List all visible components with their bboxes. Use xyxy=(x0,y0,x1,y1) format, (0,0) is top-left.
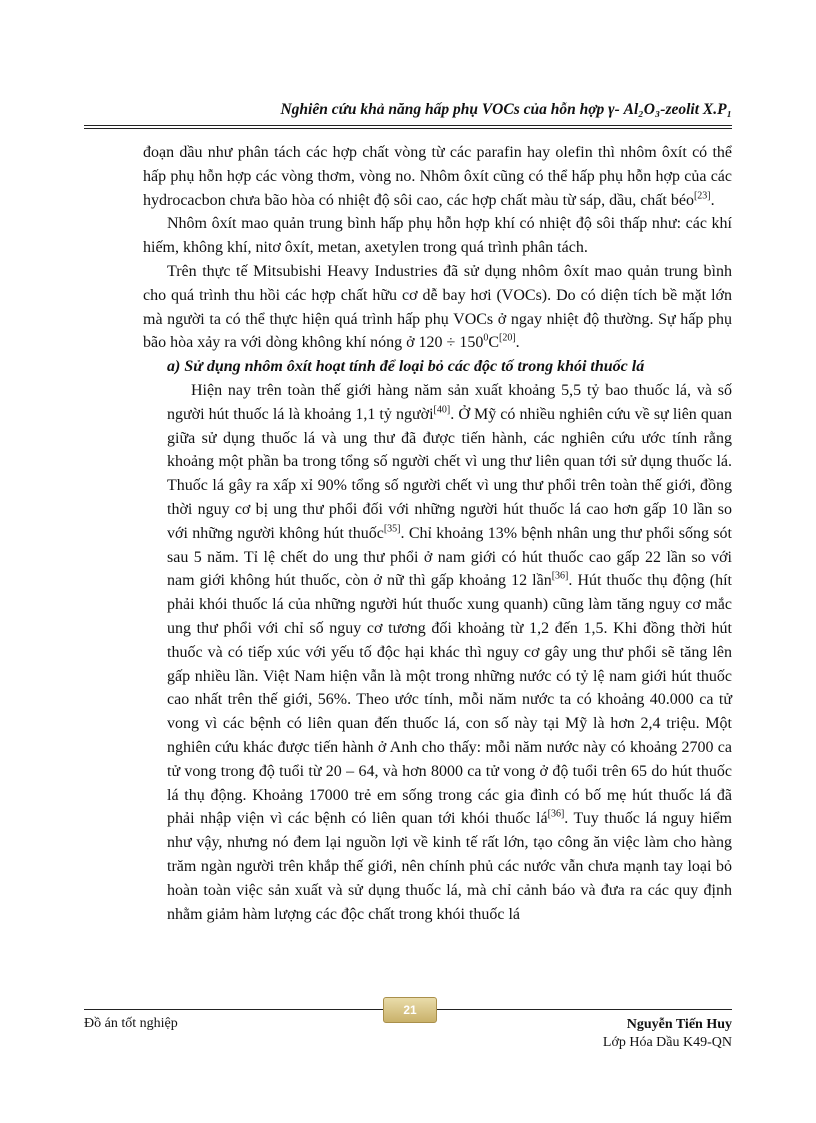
paragraph-2: Nhôm ôxít mao quản trung bình hấp phụ hỗn hợp khí có nhiệt độ sôi thấp như: các khí hiếm, không khí, nitơ ôxít, metan, axetylen trong quá trình phân tách. xyxy=(143,215,732,257)
citation: [36] xyxy=(547,808,565,820)
citation: [36] xyxy=(551,571,569,583)
section-heading: a) Sử dụng nhôm ôxít hoạt tính để loại bỏ các độc tố trong khói thuốc lá xyxy=(167,358,645,376)
citation: [23] xyxy=(693,190,711,202)
paragraph-4: Hiện nay trên toàn thế giới hàng năm sản xuất khoảng 5,5 tỷ bao thuốc lá, và số người hút thuốc lá là khoảng 1,1 tỷ người[40]. Ở Mỹ có nhiều nghiên cứu về sự liên quan giữa sử dụng thuốc lá và ung thư đã được tiến hành, các nghiên cứu ước tính rằng khoảng một phần ba trong tổng số người chết vì ung thư liên quan tới sử dụng thuốc lá. Thuốc lá gây ra xấp xỉ 90% tổng số người chết vì ung thư phổi trên toàn thế giới, đồng thời nguy cơ bị ung thư phổi đối với những người hút thuốc lá cao hơn gấp 10 lần so với những người không hút thuốc[35]. Chỉ khoảng 13% bệnh nhân ung thư phổi sống sót sau 5 năm. Tỉ lệ chết do ung thư phổi ở nam giới có hút thuốc cao gấp 22 lần so với nam giới không hút thuốc, còn ở nữ thì gấp khoảng 12 lần[36]. Hút thuốc thụ động (hít phải khói thuốc lá của những người hút thuốc xung quanh) cũng làm tăng nguy cơ mắc ung thư phổi với chỉ số nguy cơ tương đối khoảng từ 1,2 đến 1,5. Khi đồng thời hút thuốc và có tiếp xúc với yếu tố độc hại khác thì nguy cơ gây ung thư phổi sẽ tăng lên gấp nhiều lần. Việt Nam hiện vẫn là một trong những nước có tỷ lệ nam giới hút thuốc cao nhất trên thế giới, 56%. Theo ước tính, mỗi năm nước ta có khoảng 40.000 ca tử vong vì các bệnh có liên quan đến thuốc lá, con số này tại Mỹ là hơn 2,4 triệu. Một nghiên cứu khác được tiến hành ở Anh cho thấy: mỗi năm nước này có khoảng 2700 ca tử vong trong độ tuổi từ 20 – 64, và hơn 8000 ca tử vong ở độ tuổi trên 65 do hút thuốc lá thụ động. Khoảng 17000 trẻ em sống trong các gia đình có bố mẹ hút thuốc lá đã phải nhập viện vì các bệnh có liên quan tới khói thuốc lá[36]. Tuy thuốc lá nguy hiểm như vậy, nhưng nó đem lại nguồn lợi về kinh tế rất lớn, tạo công ăn việc làm cho hàng trăm ngàn người trên khắp thế giới, nên chính phủ các nước vẫn chưa mạnh tay loại bỏ hoàn toàn việc sản xuất và sử dụng thuốc lá, mà chỉ cảnh báo và đưa ra các quy định nhằm giảm hàm lượng các độc chất trong khói thuốc lá xyxy=(167,381,732,923)
page-number-badge: 21 xyxy=(383,997,437,1023)
footer-thesis-label: Đồ án tốt nghiệp xyxy=(84,1016,178,1031)
degree-superscript: 0 xyxy=(483,333,489,345)
header-rule-thin xyxy=(84,128,732,129)
citation: [20] xyxy=(499,333,516,345)
paragraph-3: Trên thực tế Mitsubishi Heavy Industries đã sử dụng nhôm ôxít mao quản trung bình cho quá trình thu hồi các hợp chất hữu cơ dễ bay hơi (VOCs). Do có diện tích bề mặt lớn mà người ta có thể thực hiện quá trình hấp phụ VOCs ở ngay nhiệt độ thường. Sự hấp phụ bão hòa xảy ra với dòng không khí nóng ở $120 \div 150^0C[20]$. xyxy=(143,262,732,352)
author-class: Lớp Hóa Dầu K49-QN xyxy=(602,1035,732,1050)
citation: [40] xyxy=(433,404,451,416)
author-name: Nguyễn Tiến Huy xyxy=(626,1017,732,1032)
running-header-title: Nghiên cứu khả năng hấp phụ VOCs của hỗn hợp γ- Al₂O₃-zeolit X.P₁ xyxy=(280,101,732,118)
paragraph-1: đoạn dầu như phân tách các hợp chất vòng từ các parafin hay olefin thì nhôm ôxít có thể hấp phụ hỗn hợp các vòng thơm, vòng no. Nhôm ôxít cũng có thể hấp phụ hỗn hợp của các hydrocacbon chưa bão hòa có nhiệt độ sôi cao, các hợp chất màu từ sáp, dầu, chất béo[23]. xyxy=(143,144,732,209)
citation: [35] xyxy=(383,523,401,535)
header-rule xyxy=(84,125,732,126)
body-text xyxy=(143,141,732,926)
footer-author-block xyxy=(603,1016,732,1052)
